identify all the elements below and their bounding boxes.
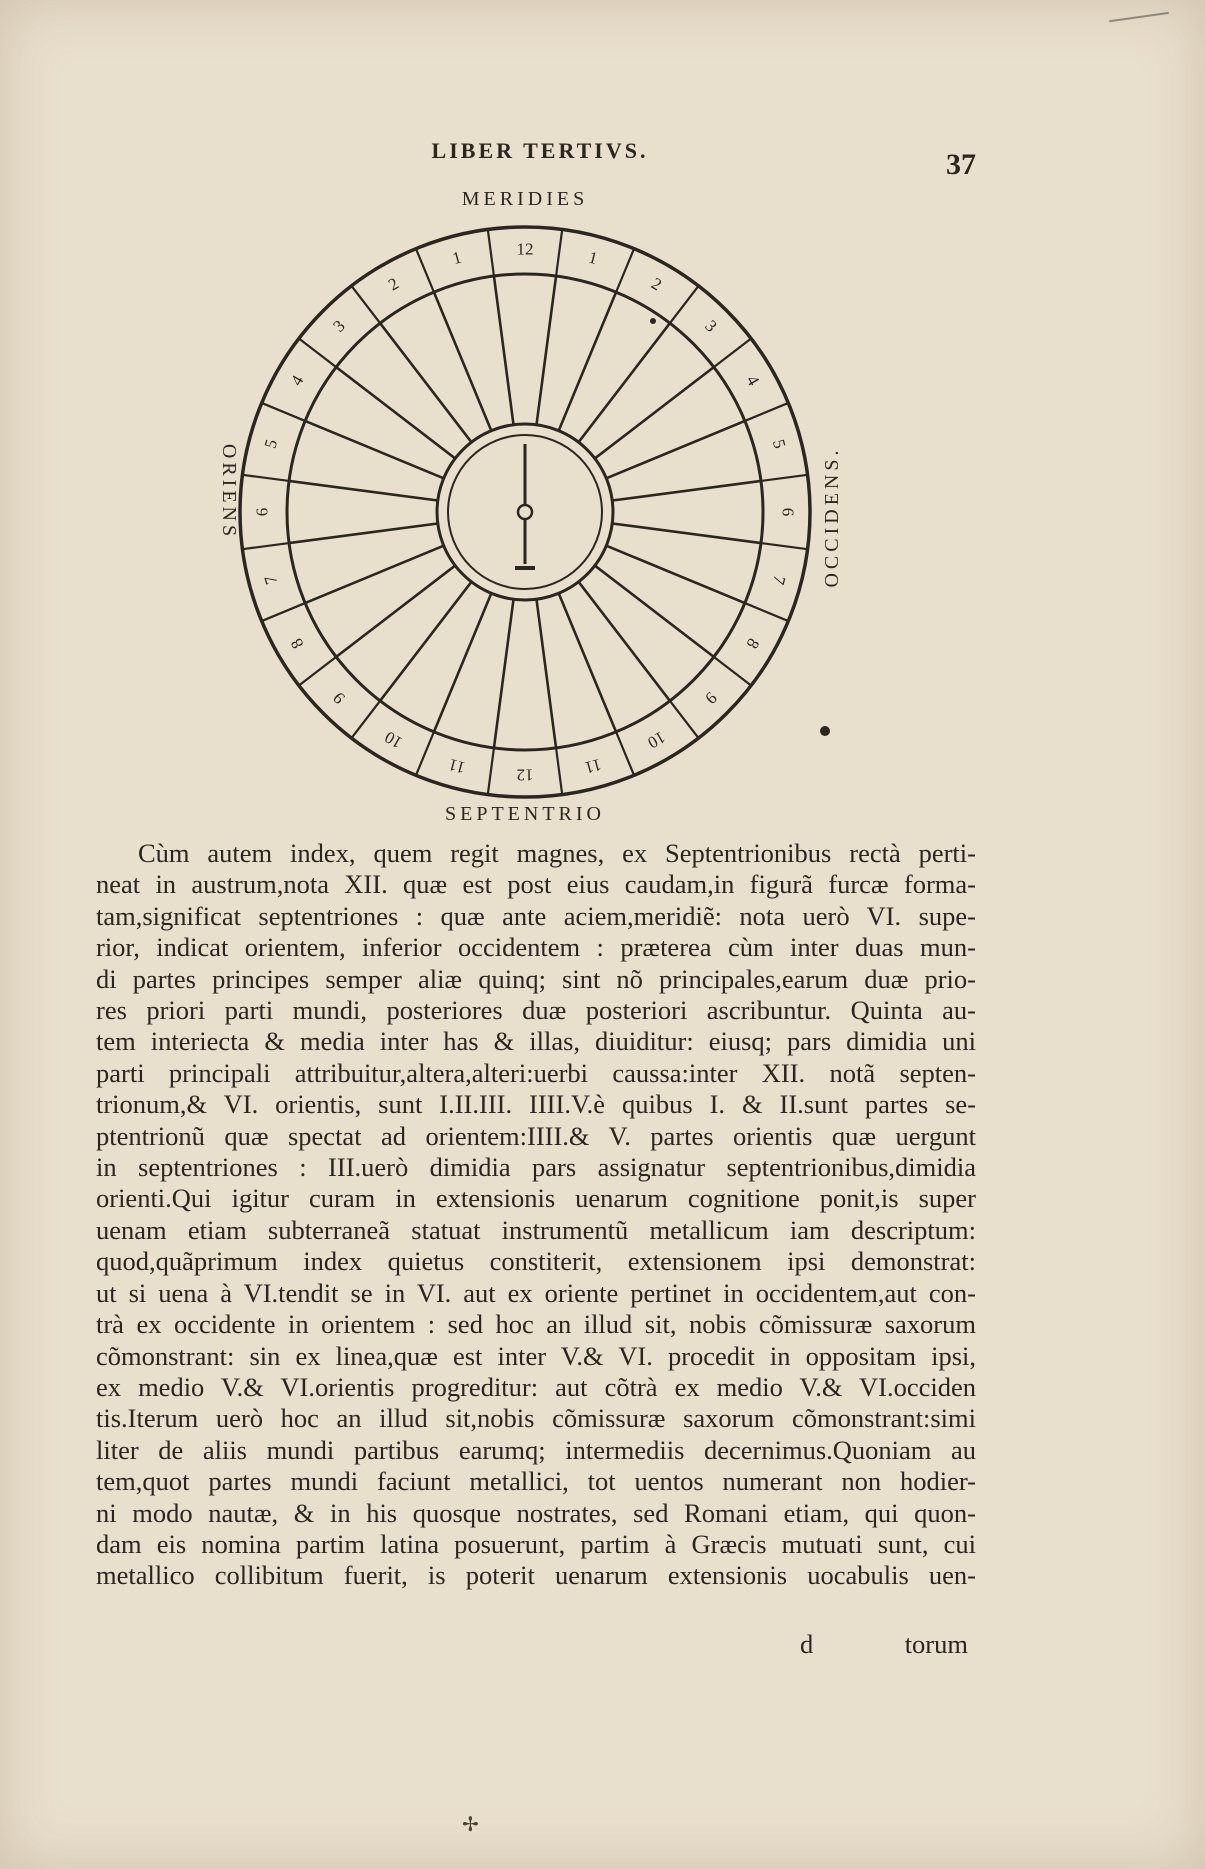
text-line: parti principali attribuitur,altera,alteri:uerbi caussa:inter XII. notã septen- bbox=[96, 1057, 976, 1088]
running-title: LIBER TERTIVS. bbox=[431, 138, 649, 163]
hour-tick bbox=[670, 286, 699, 323]
hour-number: 12 bbox=[516, 765, 534, 785]
page-number: 37 bbox=[946, 148, 976, 181]
hour-tick bbox=[242, 543, 289, 549]
ink-spot bbox=[650, 318, 656, 324]
footer-ornament: ✢ bbox=[462, 1814, 479, 1836]
division-line bbox=[536, 599, 556, 748]
division-line bbox=[579, 582, 670, 701]
hour-number: 9 bbox=[329, 688, 349, 708]
division-line bbox=[289, 523, 438, 543]
text-line: dam eis nomina partim latina posuerunt, partim à Græcis mutuati sunt, cui bbox=[96, 1528, 976, 1559]
text-line: ptentrionũ quæ spectat ad orientem:IIII.& V. partes orientis quæ uergunt bbox=[96, 1120, 976, 1151]
hour-number: 4 bbox=[286, 372, 308, 389]
text-line: trionum,& VI. orientis, sunt I.II.III. IIII.V.è quibus I. & II.sunt partes se- bbox=[96, 1089, 976, 1120]
text-line: tam,significat septentriones : quæ ante aciem,meridiẽ: nota uerò VI. supe- bbox=[96, 900, 976, 931]
division-line bbox=[289, 481, 438, 501]
signature-mark: d bbox=[800, 1629, 814, 1659]
division-line bbox=[434, 593, 491, 732]
division-line bbox=[336, 367, 455, 458]
catchword: torum bbox=[904, 1629, 968, 1659]
division-line bbox=[434, 292, 491, 431]
hour-number: 10 bbox=[644, 727, 669, 753]
hour-number: 2 bbox=[385, 273, 402, 295]
hour-tick bbox=[761, 543, 808, 549]
hour-tick bbox=[352, 286, 381, 323]
hour-tick bbox=[262, 603, 305, 621]
hour-number: 6 bbox=[252, 507, 272, 517]
hour-number: 8 bbox=[742, 635, 764, 652]
division-line bbox=[612, 523, 761, 543]
text-line: rior, indicat orientem, inferior occidentem : præterea cùm inter duas mun- bbox=[96, 932, 976, 963]
hour-tick bbox=[262, 403, 305, 421]
text-line: ni modo nautæ, & in his quosque nostrates, sed Romani etiam, qui quon- bbox=[96, 1497, 976, 1528]
hour-number: 10 bbox=[381, 727, 406, 753]
hour-number: 3 bbox=[701, 316, 721, 336]
hour-number: 6 bbox=[778, 507, 798, 517]
text-line: in septentriones : III.uerò dimidia pars assignatur septentrionibus,dimidia bbox=[96, 1152, 976, 1183]
text-line: di partes principes semper aliæ quinq; sint nõ principales,earum duæ prio- bbox=[96, 963, 976, 994]
hour-tick bbox=[556, 748, 562, 795]
label-septentrio: SEPTENTRIO bbox=[445, 803, 605, 822]
hour-tick bbox=[556, 229, 562, 276]
hour-number: 1 bbox=[450, 247, 464, 269]
hour-number: 11 bbox=[446, 754, 468, 778]
hour-tick bbox=[761, 475, 808, 481]
hour-tick bbox=[616, 732, 634, 775]
hour-number: 5 bbox=[260, 437, 282, 451]
hour-tick bbox=[714, 339, 751, 368]
division-line bbox=[305, 421, 444, 478]
text-line: metallico collibitum fuerit, is poterit uenarum extensionis uocabulis uen- bbox=[96, 1560, 976, 1591]
hour-number: 2 bbox=[648, 273, 665, 295]
division-line bbox=[559, 292, 616, 431]
division-line bbox=[536, 276, 556, 425]
division-line bbox=[336, 566, 455, 657]
division-line bbox=[559, 593, 616, 732]
label-oriens: ORIENS bbox=[218, 443, 240, 541]
division-line bbox=[579, 323, 670, 442]
label-occidens: OCCIDENS. bbox=[821, 446, 843, 588]
division-line bbox=[380, 323, 471, 442]
text-line: cõmonstrant: sin ex linea,quæ est inter V.& VI. procedit in oppositam ipsi, bbox=[96, 1340, 976, 1371]
hour-tick bbox=[352, 701, 381, 738]
hour-number: 1 bbox=[586, 247, 600, 269]
hour-number: 3 bbox=[329, 316, 349, 336]
needle-pivot bbox=[518, 505, 532, 519]
text-line: Cùm autem index, quem regit magnes, ex Septentrionibus rectà perti- bbox=[138, 838, 976, 868]
text-line: ex medio V.& VI.orientis progreditur: aut cõtrà ex medio V.& VI.occiden bbox=[96, 1371, 976, 1402]
text-line: res priori parti mundi, posteriores duæ posteriori ascribuntur. Quinta au- bbox=[96, 995, 976, 1026]
hour-tick bbox=[299, 339, 336, 368]
catchword-line bbox=[800, 1629, 968, 1660]
hour-tick bbox=[714, 657, 751, 686]
hour-tick bbox=[242, 475, 289, 481]
hour-tick bbox=[616, 249, 634, 292]
compass-diagram bbox=[200, 182, 850, 822]
text-line: neat in austrum,nota XII. quæ est post eius caudam,in figurã furcæ forma- bbox=[96, 869, 976, 900]
hour-number: 8 bbox=[286, 635, 308, 652]
hour-number: 7 bbox=[768, 573, 790, 587]
hour-number: 12 bbox=[516, 239, 534, 259]
text-line: uenam etiam subterraneã statuat instrumentũ metallicum iam descriptum: bbox=[96, 1214, 976, 1245]
main-text bbox=[96, 838, 976, 1592]
hour-tick bbox=[299, 657, 336, 686]
hour-number: 9 bbox=[701, 688, 721, 708]
hour-tick bbox=[488, 229, 494, 276]
text-line: trà ex occidente in orientem : sed hoc an illud sit, nobis cõmissuræ saxorum bbox=[96, 1309, 976, 1340]
hour-tick bbox=[745, 603, 788, 621]
compass-rings bbox=[240, 227, 810, 797]
division-line bbox=[606, 421, 745, 478]
compass-labels bbox=[218, 188, 843, 822]
text-line: quod,quãprimum index quietus constiterit, extensionem ipsi demonstrat: bbox=[96, 1246, 976, 1277]
hour-number: 11 bbox=[582, 754, 604, 778]
hour-number: 5 bbox=[768, 437, 790, 451]
text-line: orienti.Qui igitur curam in extensionis uenarum cognitione ponit,is super bbox=[96, 1183, 976, 1214]
division-line bbox=[595, 367, 714, 458]
text-line: ut si uena à VI.tendit se in VI. aut ex oriente pertinet in occidentem,aut con- bbox=[96, 1277, 976, 1308]
division-line bbox=[606, 546, 745, 603]
text-line: tis.Iterum uerò hoc an illud sit,nobis cõmissuræ saxorum cõmonstrant:simi bbox=[96, 1403, 976, 1434]
hour-tick bbox=[416, 732, 434, 775]
ink-spot bbox=[820, 726, 830, 736]
text-line: liter de aliis mundi partibus earumq; intermediis decernimus.Quoniam au bbox=[96, 1434, 976, 1465]
division-line bbox=[305, 546, 444, 603]
label-meridies: MERIDIES bbox=[461, 188, 589, 210]
division-line bbox=[612, 481, 761, 501]
hour-number: 7 bbox=[260, 573, 282, 587]
division-line bbox=[494, 599, 514, 748]
division-line bbox=[595, 566, 714, 657]
division-line bbox=[494, 276, 514, 425]
stray-pen-mark bbox=[1109, 12, 1171, 36]
hour-tick bbox=[488, 748, 494, 795]
text-line: tem interiecta & media inter has & illas, diuiditur: eiusq; pars dimidia uni bbox=[96, 1026, 976, 1057]
hour-tick bbox=[670, 701, 699, 738]
hour-tick bbox=[745, 403, 788, 421]
hour-number: 4 bbox=[742, 372, 764, 389]
division-line bbox=[380, 582, 471, 701]
text-line: tem,quot partes mundi faciunt metallici, tot uentos numerant non hodier- bbox=[96, 1466, 976, 1497]
hour-tick bbox=[416, 249, 434, 292]
